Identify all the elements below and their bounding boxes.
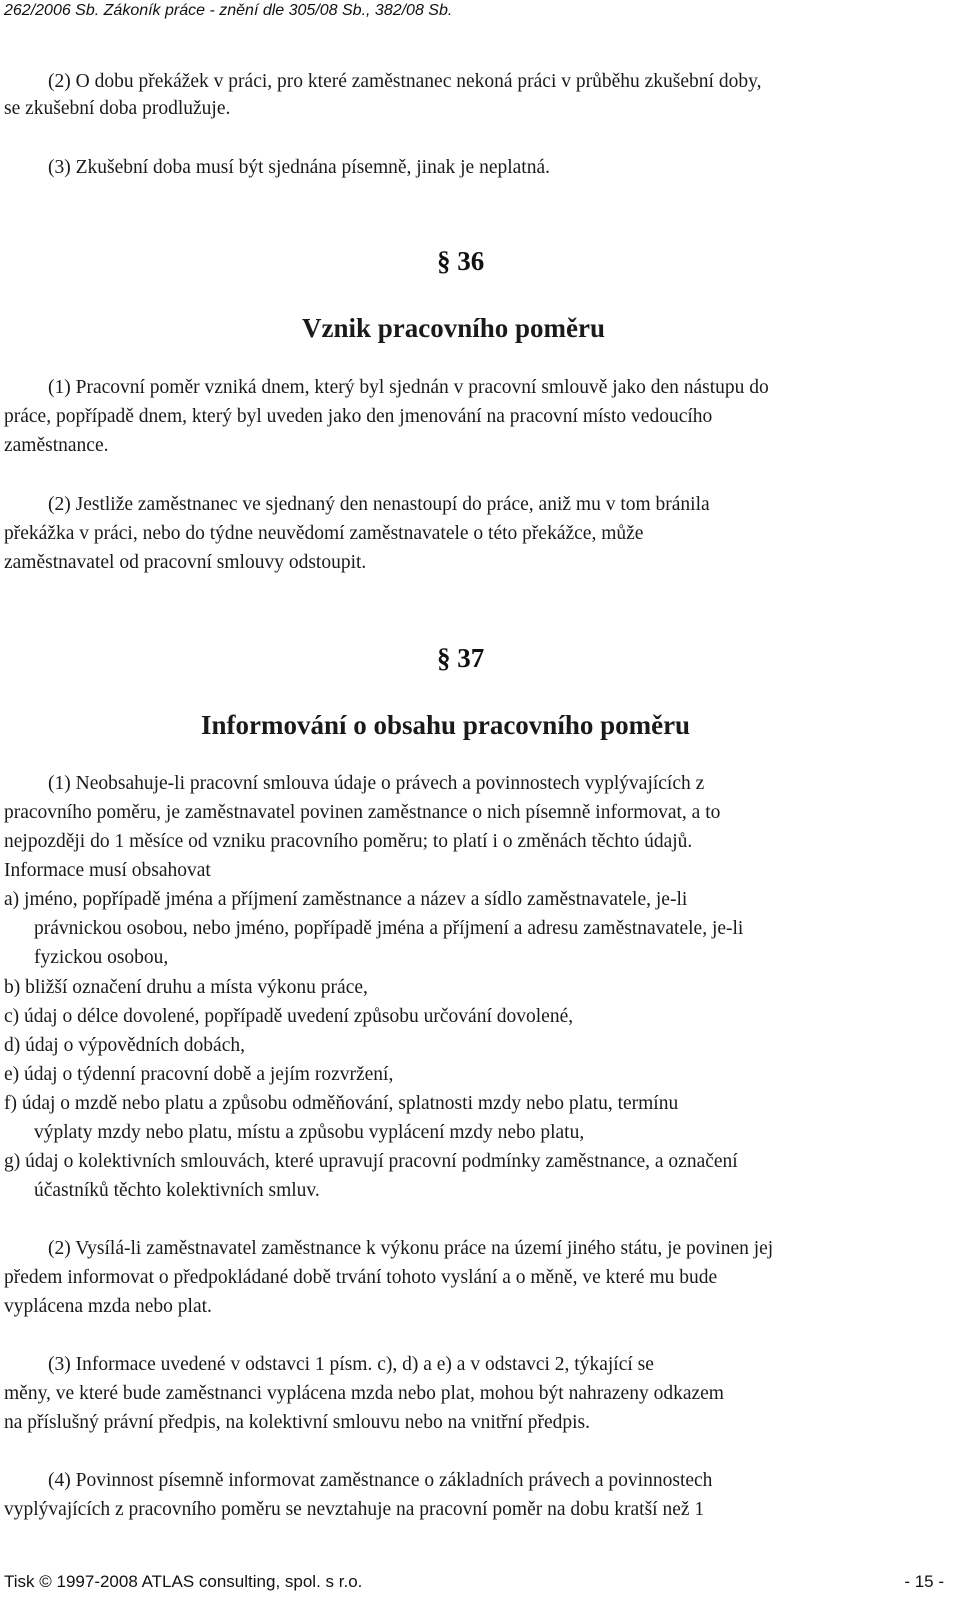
paragraph-line: (4) Povinnost písemně informovat zaměstnance o základních právech a povinnostech: [48, 1470, 713, 1491]
page-number: - 15 -: [904, 1572, 944, 1591]
paragraph-line: vyplývajících z pracovního poměru se nevztahuje na pracovní poměr na dobu kratší než 1: [4, 1499, 705, 1520]
list-item: c) údaj o délce dovolené, popřípadě uvedení způsobu určování dovolené,: [4, 1006, 574, 1027]
list-item: b) bližší označení druhu a místa výkonu práce,: [4, 977, 368, 998]
section-title: Vznik pracovního poměru: [302, 313, 606, 343]
paragraph-line: Informace musí obsahovat: [4, 860, 211, 881]
list-item-continuation: účastníků těchto kolektivních smluv.: [34, 1180, 320, 1201]
list-item: e) údaj o týdenní pracovní době a jejím rozvržení,: [4, 1064, 394, 1085]
paragraph-line: (1) Pracovní poměr vzniká dnem, který byl sjednán v pracovní smlouvě jako den nástupu do: [48, 377, 769, 398]
footer-copyright: Tisk © 1997-2008 ATLAS consulting, spol. s r.o.: [4, 1572, 363, 1591]
paragraph-line: měny, ve které bude zaměstnanci vyplácena mzda nebo plat, mohou být nahrazeny odkazem: [4, 1383, 724, 1404]
document-header: 262/2006 Sb. Zákoník práce - znění dle 305/08 Sb., 382/08 Sb.: [4, 2, 453, 19]
list-item: d) údaj o výpovědních dobách,: [4, 1035, 245, 1056]
list-item-continuation: fyzickou osobou,: [34, 947, 169, 968]
paragraph-line: na příslušný právní předpis, na kolektivní smlouvu nebo na vnitřní předpis.: [4, 1412, 590, 1433]
section-title: Informování o obsahu pracovního poměru: [201, 710, 691, 740]
list-item-continuation: právnickou osobou, nebo jméno, popřípadě jména a příjmení a adresu zaměstnavatele, je-li: [34, 918, 744, 939]
paragraph-line: se zkušební doba prodlužuje.: [4, 98, 231, 119]
list-item: f) údaj o mzdě nebo platu a způsobu odměňování, splatnosti mzdy nebo platu, termínu: [4, 1093, 679, 1114]
paragraph-line: pracovního poměru, je zaměstnavatel povinen zaměstnance o nich písemně informovat, a to: [4, 802, 721, 823]
paragraph-line: překážka v práci, nebo do týdne neuvědomí zaměstnavatele o této překážce, může: [4, 523, 644, 544]
section-number: § 36: [437, 246, 485, 276]
paragraph-line: (2) O dobu překážek v práci, pro které zaměstnanec nekoná práci v průběhu zkušební doby,: [48, 71, 762, 92]
page-footer: [4, 1572, 944, 1592]
paragraph-line: zaměstnance.: [4, 435, 109, 456]
section-number: § 37: [437, 643, 485, 673]
list-item-continuation: výplaty mzdy nebo platu, místu a způsobu vyplácení mzdy nebo platu,: [34, 1122, 585, 1143]
paragraph-line: práce, popřípadě dnem, který byl uveden jako den jmenování na pracovní místo vedoucího: [4, 406, 713, 427]
paragraph-line: zaměstnavatel od pracovní smlouvy odstoupit.: [4, 552, 367, 573]
list-item: a) jméno, popřípadě jména a příjmení zaměstnance a název a sídlo zaměstnavatele, je-li: [4, 889, 688, 910]
paragraph-line: předem informovat o předpokládané době trvání tohoto vyslání a o měně, ve které mu bude: [4, 1267, 718, 1288]
list-item: g) údaj o kolektivních smlouvách, které upravují pracovní podmínky zaměstnance, a označení: [4, 1151, 738, 1172]
paragraph-line: (2) Jestliže zaměstnanec ve sjednaný den nenastoupí do práce, aniž mu v tom bránila: [48, 494, 710, 515]
paragraph-line: vyplácena mzda nebo plat.: [4, 1296, 212, 1317]
paragraph-line: (2) Vysílá-li zaměstnavatel zaměstnance k výkonu práce na území jiného státu, je povinen jej: [48, 1238, 774, 1259]
paragraph-line: (1) Neobsahuje-li pracovní smlouva údaje o právech a povinnostech vyplývajících z: [48, 773, 705, 794]
paragraph-line: (3) Informace uvedené v odstavci 1 písm. c), d) a e) a v odstavci 2, týkající se: [48, 1354, 654, 1375]
paragraph-line: nejpozději do 1 měsíce od vzniku pracovního poměru; to platí i o změnách těchto údajů.: [4, 831, 693, 852]
paragraph-line: (3) Zkušební doba musí být sjednána písemně, jinak je neplatná.: [48, 157, 551, 178]
